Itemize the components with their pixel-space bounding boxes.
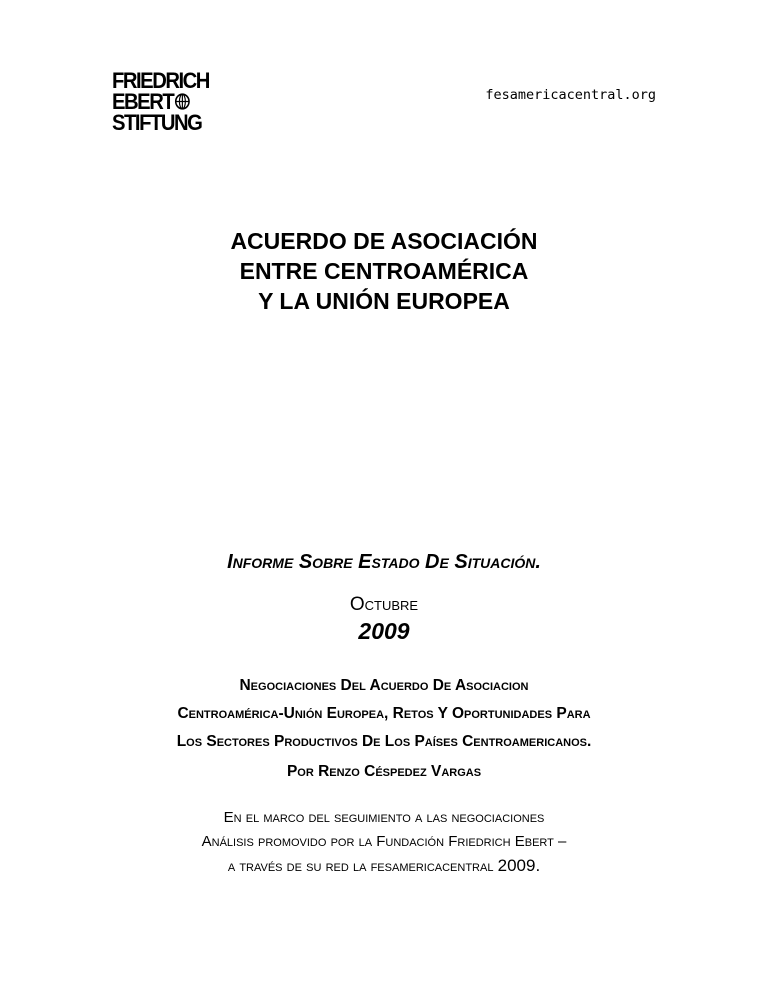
note-line-3-text: a través de su red la fesamericacentral [227,858,494,875]
date-month: Octubre [349,594,419,615]
note-year: 2009. [497,856,541,875]
date-year: 2009 [358,618,410,644]
title-line-2: ENTRE CENTROAMÉRICA [239,258,529,284]
logo-line-3: STIFTUNG [112,110,202,135]
logo-line-2-text: EBERT [112,89,174,114]
document-title [0,226,768,316]
globe-icon [174,93,190,110]
logo-line-2 [112,91,222,112]
author-line: Por Renzo Céspedez Vargas [286,763,482,780]
note-line-1: En el marco del seguimiento a las negociaciones [223,809,545,826]
subtitle-line-3: Los Sectores Productivos De Los Países Centroamericanos. [176,733,592,750]
subtitle-line-1: Negociaciones Del Acuerdo De Asociacion [239,677,529,694]
report-label: Informe Sobre Estado De Situación. [227,551,541,573]
note-line-2: Análisis promovido por la Fundación Friedrich Ebert – [201,833,567,850]
title-line-1: ACUERDO DE ASOCIACIÓN [230,228,538,254]
logo-line-1: FRIEDRICH [112,68,209,93]
subtitle-line-2: Centroamérica-Unión Europea, Retos Y Oportunidades Para [177,705,591,722]
site-url: fesamericacentral.org [485,87,656,103]
document-subtitle [0,672,768,756]
title-line-3: Y LA UNIÓN EUROPEA [258,288,510,314]
friedrich-ebert-stiftung-logo [112,70,222,133]
context-note [0,806,768,879]
note-line-3 [0,854,768,879]
